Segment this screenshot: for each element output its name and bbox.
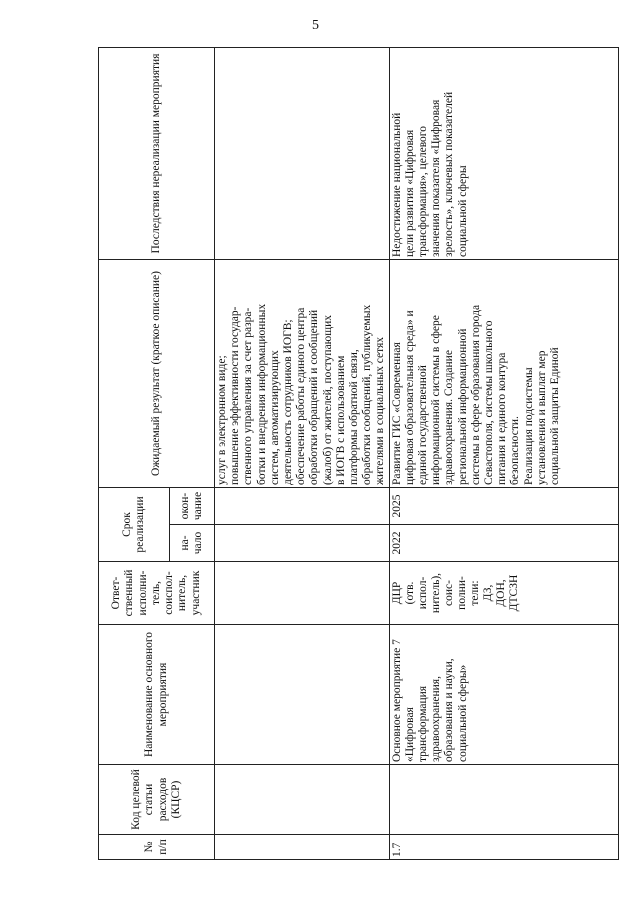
- cell-start: 2022: [389, 525, 618, 562]
- header-result: Ожидаемый результат (краткое описание): [99, 260, 215, 488]
- cell-end: [215, 488, 390, 525]
- cell-result: услуг в электронном виде; повышение эффективности государ- ственного управления за счет разра- ботки и внедрения информационных систем, автоматизирующих деятельность сотрудников ИОГВ; обеспечение работы единого центра обработки обращений и сообщений (жалоб) от жителей, поступающих в ИОГВ с использованием платформы обратной связи, обработки сообщений, публикуемых жителями в социальных сетях: [215, 260, 390, 488]
- cell-num: 1.7: [389, 835, 618, 860]
- header-num: № п/п: [99, 835, 215, 860]
- cell-responsible: ДЦР (отв. испол- нитель), соис- полни- тели: ДЗ, ДОН, ДТСЗН: [389, 562, 618, 625]
- table-row: [215, 48, 390, 860]
- measures-table: [98, 47, 619, 860]
- cell-consequences: Недостижение национальной цели развития «Цифровая трансформация», целевого значения показателя «Цифровая зрелость», ключевых показателей социальной сферы: [389, 48, 618, 260]
- cell-responsible: [215, 562, 390, 625]
- rotated-table-container: [98, 48, 598, 860]
- header-code: Код целевой статьи расходов (КЦСР): [99, 765, 215, 835]
- header-responsible: Ответ-ственный исполни-тель, соиспол-нитель, участник: [99, 562, 215, 625]
- header-start: на-чало: [170, 525, 215, 562]
- header-name: Наименование основного мероприятия: [99, 625, 215, 765]
- table-row: [389, 48, 618, 860]
- page-number: 5: [312, 18, 319, 33]
- header-consequences: Последствия нереализации мероприятия: [99, 48, 215, 260]
- cell-name: Основное мероприятие 7 «Цифровая трансформация здравоохранения, образования и науки, социальной сферы»: [389, 625, 618, 765]
- program-table: [98, 48, 598, 860]
- cell-name: [215, 625, 390, 765]
- cell-num: [215, 835, 390, 860]
- cell-code: [215, 765, 390, 835]
- cell-end: 2025: [389, 488, 618, 525]
- cell-result: Развитие ГИС «Современная цифровая образовательная среда» и единой государственной информационной системы в сфере здравоохранения. Создание региональной информационной системы в сфере образования города Севастополя, системы школьного питания и единого контура безопасности. Реализация подсистемы установления и выплат мер социальной защиты Единой: [389, 260, 618, 488]
- header-end: окон-чание: [170, 488, 215, 525]
- cell-code: [389, 765, 618, 835]
- cell-start: [215, 525, 390, 562]
- header-term: Срок реализации: [99, 488, 170, 562]
- header-row: [99, 48, 170, 860]
- cell-consequences: [215, 48, 390, 260]
